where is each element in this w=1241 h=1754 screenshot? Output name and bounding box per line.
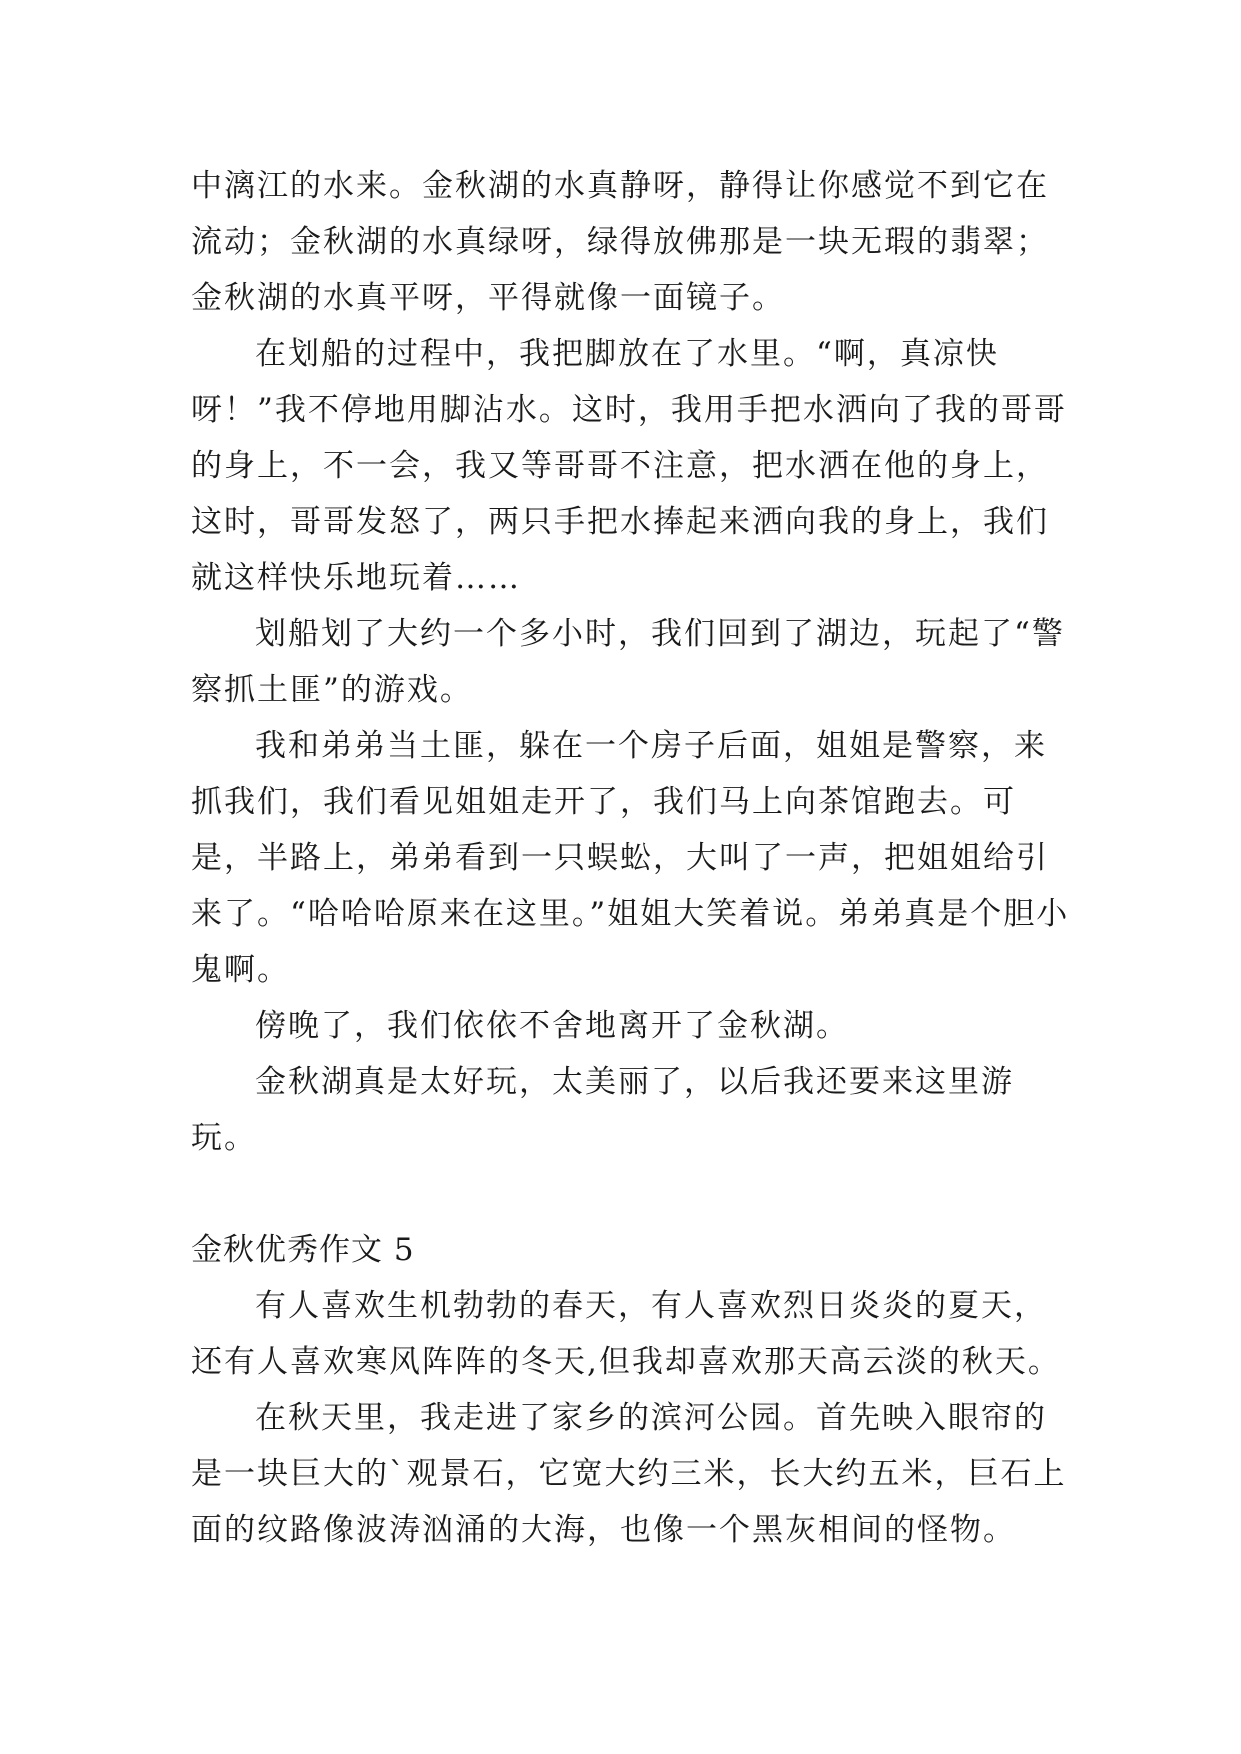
document-body: [191, 158, 1071, 1558]
paragraph-lake-water: 中漓江的水来。金秋湖的水真静呀，静得让你感觉不到它在流动；金秋湖的水真绿呀，绿得放佛那是一块无瑕的翡翠；金秋湖的水真平呀，平得就像一面镜子。: [191, 168, 1049, 316]
paragraph-hiding: 我和弟弟当土匪，躲在一个房子后面，姐姐是警察，来抓我们，我们看见姐姐走开了，我们马上向茶馆跑去。可是，半路上，弟弟看到一只蜈蚣，大叫了一声，把姐姐给引来了。“哈哈哈原来在这里。”姐姐大笑着说。弟弟真是个胆小鬼啊。: [191, 728, 1070, 988]
essay-title: 金秋优秀作文 5: [191, 1232, 415, 1268]
paragraph-boating: 在划船的过程中，我把脚放在了水里。“啊，真凉快呀！”我不停地用脚沾水。这时，我用手把水洒向了我的哥哥的身上，不一会，我又等哥哥不注意，把水洒在他的身上，这时，哥哥发怒了，两只手把水捧起来洒向我的身上，我们就这样快乐地玩着……: [191, 336, 1067, 596]
paragraph-park: 在秋天里，我走进了家乡的滨河公园。首先映入眼帘的是一块巨大的`观景石，它宽大约三米，长大约五米，巨石上面的纹路像波涛汹涌的大海，也像一个黑灰相间的怪物。: [191, 1400, 1067, 1548]
paragraph-seasons: 有人喜欢生机勃勃的春天，有人喜欢烈日炎炎的夏天，还有人喜欢寒风阵阵的冬天,但我却喜欢那天高云淡的秋天。: [191, 1288, 1061, 1380]
paragraph-conclusion: 金秋湖真是太好玩，太美丽了，以后我还要来这里游玩。: [191, 1064, 1014, 1156]
paragraph-evening: 傍晚了，我们依依不舍地离开了金秋湖。: [255, 1008, 849, 1044]
paragraph-police-game: 划船划了大约一个多小时，我们回到了湖边，玩起了“警察抓土匪”的游戏。: [191, 616, 1065, 708]
section-spacer: [191, 1166, 1071, 1222]
